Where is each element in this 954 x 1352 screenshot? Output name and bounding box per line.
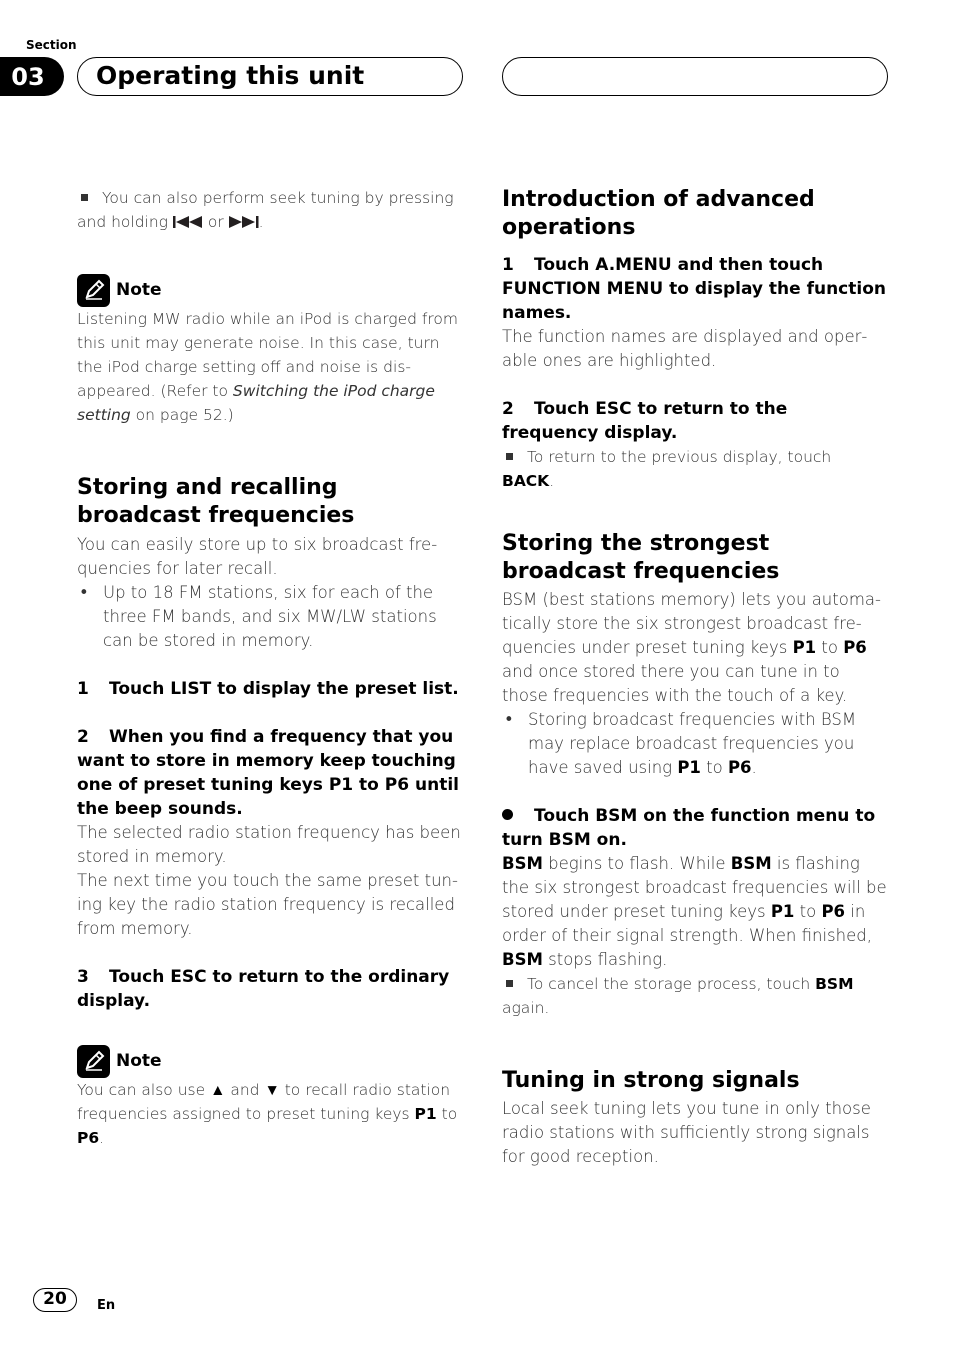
advanced-step-1-result: The function names are displayed and operable ones are highlighted. bbox=[502, 327, 868, 370]
note-pencil-icon bbox=[77, 274, 110, 307]
step-dot-icon bbox=[502, 809, 513, 820]
step-3: 3 Touch ESC to return to the ordinary display. bbox=[77, 967, 450, 1011]
header-placeholder-box bbox=[502, 57, 888, 96]
storing-bullet: • Up to 18 FM stations, six for each of the three FM bands, and six MW/LW stations can be stored in memory. bbox=[77, 581, 463, 653]
note-pencil-icon bbox=[77, 1045, 110, 1078]
advanced-back-tip: To return to the previous display, touch BACK. bbox=[502, 448, 832, 490]
bsm-intro: BSM (best stations memory) lets you automatically store the six strongest broadcast frequencies under preset tuning keys P1 to P6 and once stored there you can tune in to those frequencies with the touch of a key. bbox=[502, 590, 881, 705]
seek-tip: You can also perform seek tuning by pressing and holding or . bbox=[77, 189, 454, 231]
step-1: 1 Touch LIST to display the preset list. bbox=[77, 679, 459, 699]
square-bullet-icon bbox=[506, 453, 513, 460]
heading-advanced-operations: Introduction of advanced operations bbox=[502, 187, 815, 240]
heading-bsm: Storing the strongest broadcast frequencies bbox=[502, 531, 780, 584]
bsm-cancel-tip: To cancel the storage process, touch BSM again. bbox=[502, 975, 854, 1017]
down-arrow-icon: ▼ bbox=[264, 1081, 280, 1099]
up-arrow-icon: ▲ bbox=[210, 1081, 226, 1099]
storing-intro: You can easily store up to six broadcast frequencies for later recall. bbox=[77, 535, 438, 578]
step-2-recall: The next time you touch the same preset tuning key the radio station frequency is recalled from memory. bbox=[77, 871, 458, 938]
note-label: Note bbox=[116, 280, 162, 300]
left-column bbox=[77, 186, 463, 1150]
advanced-step-1: 1 Touch A.MENU and then touch FUNCTION MENU to display the function names. bbox=[502, 255, 886, 323]
tuning-body: Local seek tuning lets you tune in only those radio stations with sufficiently strong signals for good reception. bbox=[502, 1099, 871, 1166]
bsm-result: BSM begins to flash. While BSM is flashing the six strongest broadcast frequencies will be stored under preset tuning keys P1 to P6 in order of their signal strength. When finished, BSM stops flashing. bbox=[502, 854, 887, 969]
bsm-bullet: • Storing broadcast frequencies with BSM may replace broadcast frequencies you have saved using P1 to P6. bbox=[502, 708, 888, 780]
page-title: Operating this unit bbox=[77, 57, 463, 96]
advanced-step-2: 2 Touch ESC to return to the frequency display. bbox=[502, 399, 788, 443]
step-2-result: The selected radio station frequency has been stored in memory. bbox=[77, 823, 461, 866]
square-bullet-icon bbox=[81, 194, 88, 201]
previous-track-icon bbox=[173, 216, 203, 228]
section-label: Section bbox=[26, 38, 77, 52]
right-column bbox=[502, 186, 888, 1169]
note-label: Note bbox=[116, 1051, 162, 1071]
note-heading bbox=[77, 1043, 463, 1079]
page-number: 20 bbox=[33, 1288, 77, 1312]
step-2: 2 When you find a frequency that you want to store in memory keep touching one of preset tuning keys P1 to P6 until the beep sounds. bbox=[77, 727, 459, 819]
note-heading bbox=[77, 272, 463, 308]
language-code: En bbox=[97, 1298, 116, 1313]
heading-tuning-strong: Tuning in strong signals bbox=[502, 1068, 800, 1093]
section-number: 03 bbox=[0, 57, 64, 96]
bsm-step: Touch BSM on the function menu to turn BSM on. bbox=[502, 806, 876, 850]
next-track-icon bbox=[229, 216, 259, 228]
heading-storing-recalling: Storing and recalling broadcast frequencies bbox=[77, 475, 355, 528]
note-ipod-noise: Listening MW radio while an iPod is charged from this unit may generate noise. In this case, turn the iPod charge setting off and noise is disappeared. (Refer to Switching the iPod charge setting on page 52.) bbox=[77, 310, 458, 424]
square-bullet-icon bbox=[506, 980, 513, 987]
note-up-down-recall: You can also use ▲ and ▼ to recall radio station frequencies assigned to preset tuning keys P1 to P6. bbox=[77, 1081, 458, 1147]
cross-reference: Switching the iPod charge setting bbox=[77, 382, 435, 424]
